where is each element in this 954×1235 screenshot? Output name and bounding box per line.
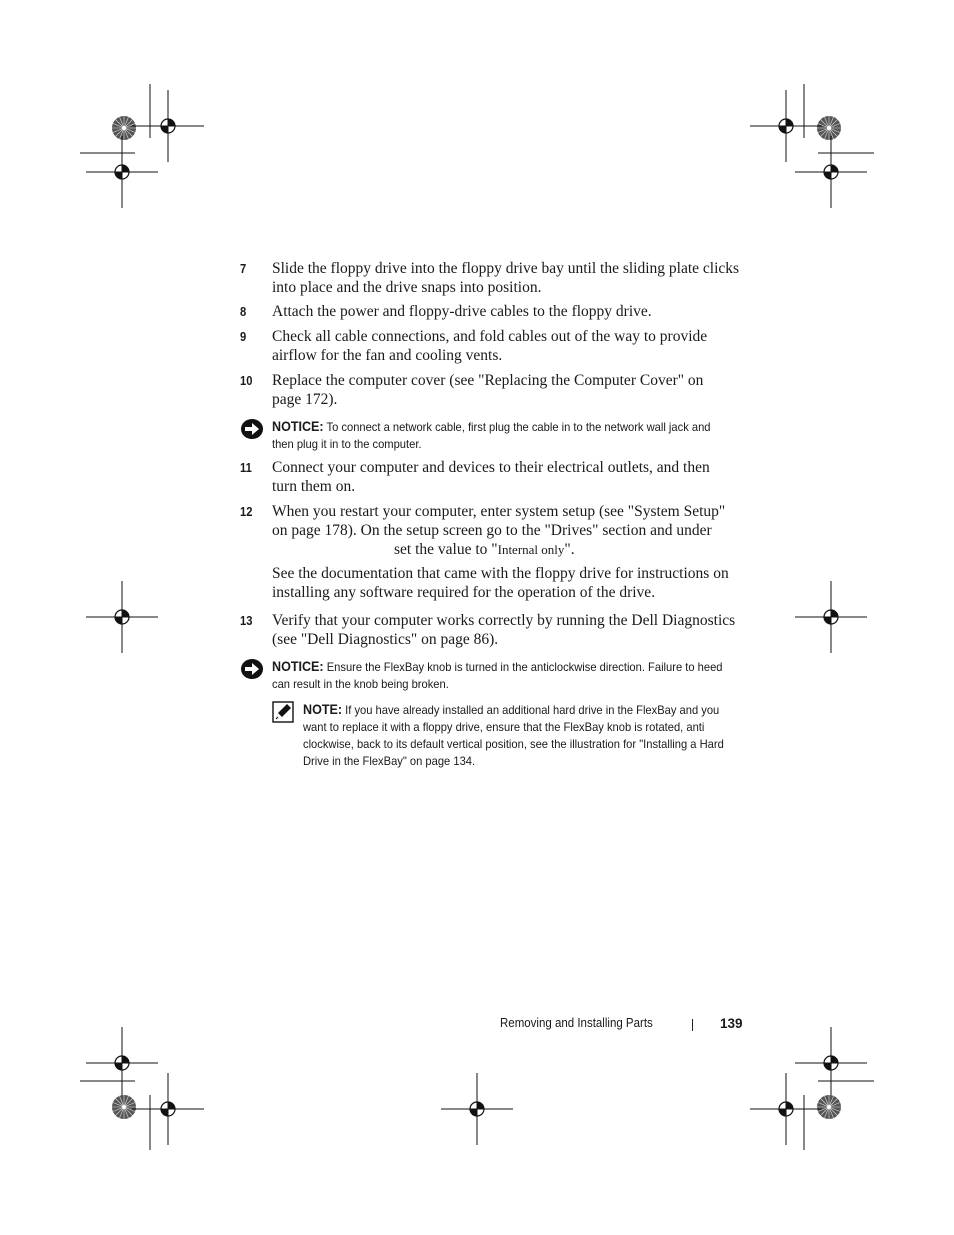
step-13 bbox=[240, 611, 740, 649]
step-number: 8 bbox=[240, 304, 247, 319]
footer-divider bbox=[692, 1019, 693, 1031]
step-12 bbox=[240, 502, 740, 559]
step-text: Check all cable connections, and fold cables out of the way to provide airflow for the fan and cooling vents. bbox=[272, 328, 708, 364]
step-10 bbox=[240, 371, 740, 409]
body-paragraph: See the documentation that came with the floppy drive for instructions on installing any software required for the operation of the drive. bbox=[272, 565, 729, 601]
step-text-part: set the value to " bbox=[394, 541, 498, 558]
step-number: 11 bbox=[240, 460, 252, 475]
step-number: 9 bbox=[240, 329, 247, 344]
step-text: Slide the floppy drive into the floppy drive bay until the sliding plate clicks into place and the drive snaps into position. bbox=[272, 260, 740, 296]
step-number: 12 bbox=[240, 504, 253, 519]
notice-arrow-icon bbox=[240, 658, 264, 685]
notice-label: NOTICE: bbox=[272, 419, 324, 434]
notice-label: NOTICE: bbox=[272, 659, 324, 674]
step-11 bbox=[240, 458, 740, 496]
step-number: 10 bbox=[240, 373, 253, 388]
note-label: NOTE: bbox=[303, 702, 343, 717]
notice-arrow-icon bbox=[240, 418, 264, 445]
notice-text: To connect a network cable, first plug the cable in to the network wall jack and then plug it in to the computer. bbox=[272, 420, 711, 451]
step-number: 7 bbox=[240, 261, 247, 276]
step-text-part: When you restart your computer, enter system setup (see "System Setup" on page 178). On the setup screen go to the "Drives" section and under bbox=[272, 503, 726, 539]
step-9 bbox=[240, 327, 740, 365]
step-7 bbox=[240, 259, 740, 297]
notice-callout bbox=[240, 658, 740, 693]
step-text-continued bbox=[394, 540, 740, 559]
note-callout bbox=[272, 701, 742, 770]
step-text bbox=[272, 502, 740, 559]
step-text-part: ". bbox=[564, 541, 575, 558]
step-number: 13 bbox=[240, 613, 253, 628]
step-text: Attach the power and floppy-drive cables to the floppy drive. bbox=[272, 303, 652, 320]
notice-callout bbox=[240, 418, 740, 453]
page-number: 139 bbox=[720, 1016, 743, 1031]
step-text: Connect your computer and devices to their electrical outlets, and then turn them on. bbox=[272, 459, 710, 495]
step-text: Verify that your computer works correctly by running the Dell Diagnostics (see "Dell Diagnostics" on page 86). bbox=[272, 612, 736, 648]
step-text: Replace the computer cover (see "Replacing the Computer Cover" on page 172). bbox=[272, 372, 704, 408]
notice-text: Ensure the FlexBay knob is turned in the anticlockwise direction. Failure to heed can result in the knob being broken. bbox=[272, 660, 723, 691]
step-8 bbox=[240, 302, 740, 321]
note-text: If you have already installed an additional hard drive in the FlexBay and you want to replace it with a floppy drive, ensure that the FlexBay knob is rotated, anti clockwise, back to its default vertical position, see the illustration for "Installing a Hard Drive in the FlexBay" on page 134. bbox=[303, 703, 724, 768]
note-pencil-icon bbox=[272, 701, 294, 728]
setting-value: Internal only bbox=[497, 542, 565, 557]
footer-section-title: Removing and Installing Parts bbox=[500, 1016, 653, 1030]
